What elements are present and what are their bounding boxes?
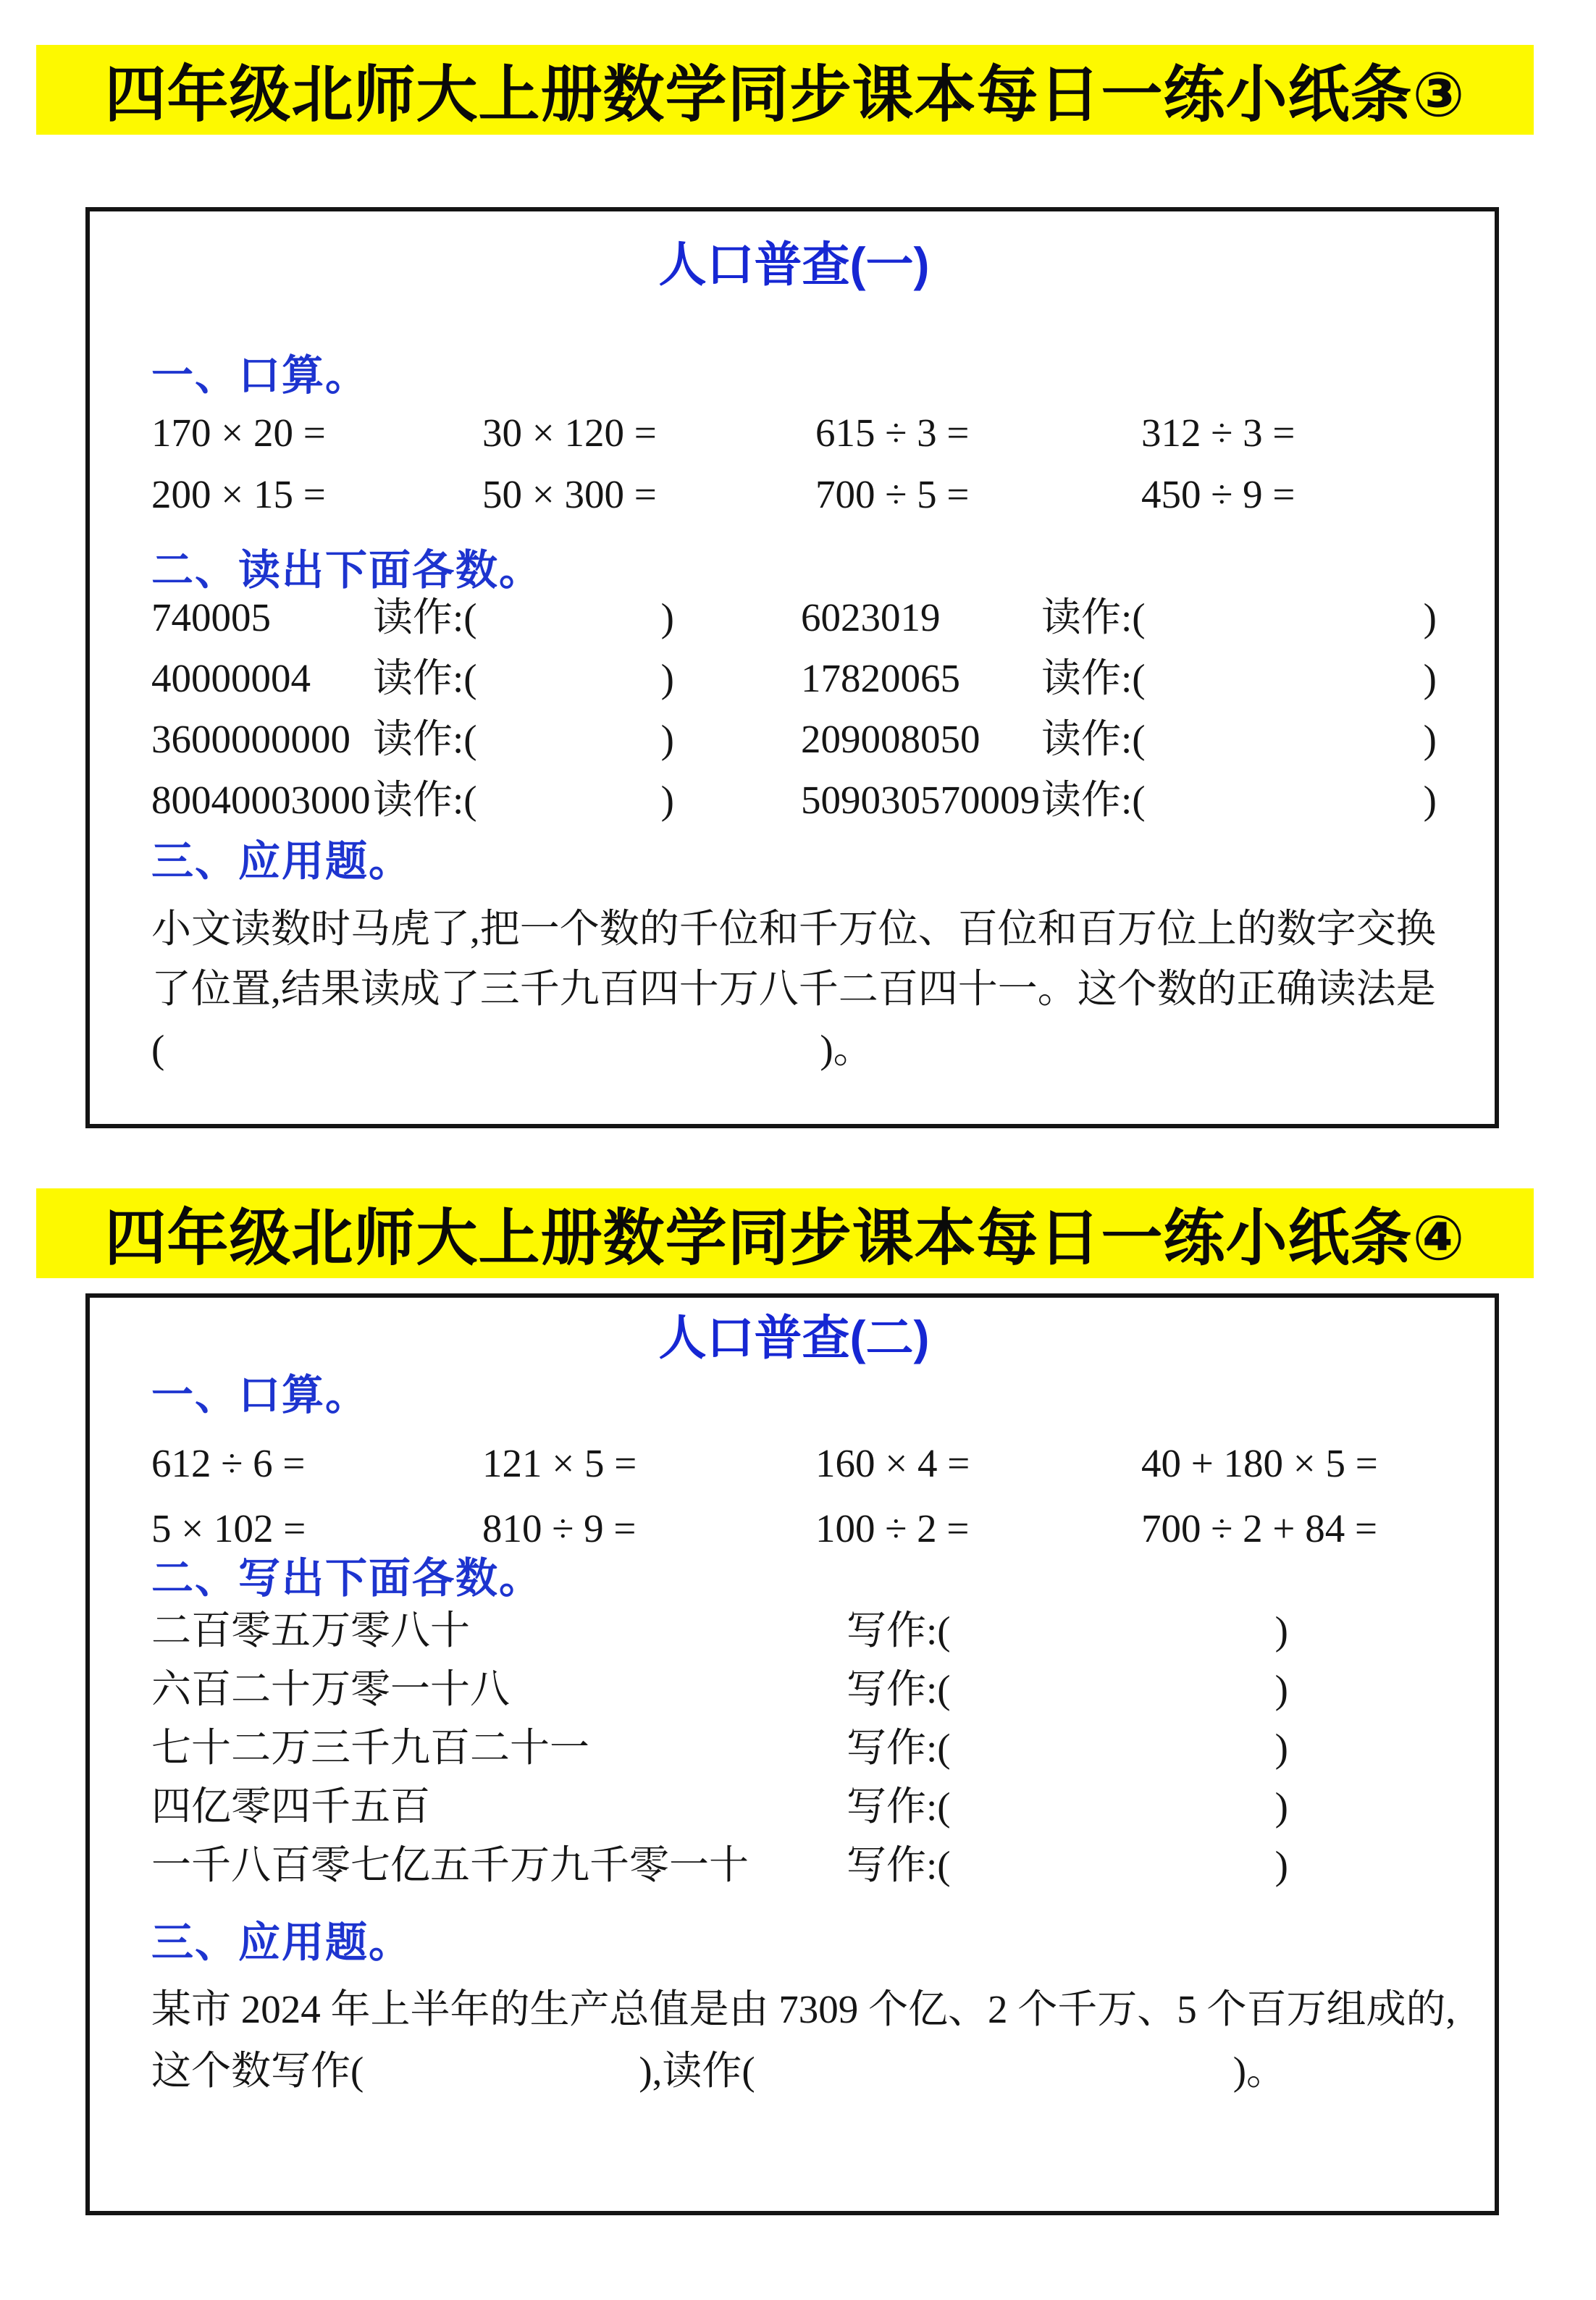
read-as-label: 读作:( — [1041, 595, 1146, 639]
oral-problem: 312 ÷ 3 = — [1141, 411, 1295, 455]
writing-row — [151, 1728, 1437, 1768]
word-problem-answer-line — [151, 1019, 1437, 1079]
answer-close-paren: )。 — [1232, 2049, 1287, 2093]
number-in-words: 二百零五万零八十 — [151, 1608, 471, 1653]
section-header-read-numbers: 二、读出下面各数。 — [151, 547, 543, 594]
number-to-read: 6023019 — [801, 595, 941, 639]
writing-row — [151, 1608, 1437, 1653]
word-problem-line: 了位置,结果读成了三千九百四十万八千二百四十一。这个数的正确读法是 — [151, 967, 1436, 1011]
read-as-label: 读作:( — [373, 717, 477, 761]
oral-problem: 810 ÷ 9 = — [482, 1506, 637, 1550]
worksheet-title: 人口普查(二) — [658, 1311, 930, 1364]
banner-title: 四年级北师大上册数学同步课本每日一练小纸条③ — [104, 61, 1466, 130]
oral-problem: 160 × 4 = — [815, 1441, 970, 1485]
answer-close-paren: ) — [1274, 1667, 1288, 1711]
number-to-read: 740005 — [151, 595, 271, 639]
write-as-label: 写作:( — [847, 1667, 951, 1711]
answer-close-paren: )。 — [820, 1027, 873, 1071]
write-as-label: 写作:( — [847, 1608, 951, 1653]
section-header-word-problem: 三、应用题。 — [151, 838, 413, 885]
reading-item — [801, 597, 1437, 638]
reading-item — [801, 780, 1437, 820]
word-problem-line: 小文读数时马虎了,把一个数的千位和千万位、百位和百万位上的数字交换 — [151, 907, 1436, 951]
answer-write-open: 这个数写作( — [151, 2049, 364, 2093]
number-in-words: 六百二十万零一十八 — [151, 1667, 511, 1711]
read-as-label: 读作:( — [373, 656, 477, 700]
oral-problem: 50 × 300 = — [482, 472, 657, 516]
reading-row — [151, 658, 1437, 699]
reading-item — [151, 658, 801, 699]
reading-item — [801, 719, 1437, 760]
oral-problem: 612 ÷ 6 = — [151, 1441, 306, 1485]
worksheet-card-1 — [85, 207, 1499, 1128]
oral-problem: 615 ÷ 3 = — [815, 411, 970, 455]
read-as-label: 读作:( — [373, 595, 477, 639]
number-to-read: 3600000000 — [151, 717, 350, 761]
read-as-label: 读作:( — [1041, 656, 1146, 700]
section-header-write-numbers: 二、写出下面各数。 — [151, 1555, 543, 1602]
section-header-word-problem: 三、应用题。 — [151, 1919, 413, 1966]
number-to-read: 209008050 — [801, 717, 980, 761]
number-in-words: 四亿零四千五百 — [151, 1784, 431, 1829]
oral-problem: 30 × 120 = — [482, 411, 657, 455]
answer-close-paren: ) — [1423, 717, 1437, 761]
reading-row — [151, 780, 1437, 820]
number-in-words: 七十二万三千九百二十一 — [151, 1726, 590, 1770]
section-header-oral-math: 一、口算。 — [151, 352, 369, 399]
answer-read-open: ),读作( — [639, 2049, 755, 2093]
write-as-label: 写作:( — [847, 1784, 951, 1829]
writing-row — [151, 1784, 1437, 1829]
reading-item — [151, 780, 801, 820]
reading-row — [151, 719, 1437, 760]
number-to-read: 509030570009 — [801, 778, 1040, 822]
banner-title: 四年级北师大上册数学同步课本每日一练小纸条④ — [104, 1204, 1466, 1273]
write-as-label: 写作:( — [847, 1726, 951, 1770]
answer-close-paren: ) — [660, 717, 674, 761]
oral-math-grid — [151, 413, 1437, 515]
number-to-read: 17820065 — [801, 656, 960, 700]
oral-problem: 100 ÷ 2 = — [815, 1506, 970, 1550]
oral-problem: 170 × 20 = — [151, 411, 326, 455]
answer-close-paren: ) — [660, 656, 674, 700]
worksheet-banner-3 — [36, 45, 1534, 135]
answer-close-paren: ) — [660, 595, 674, 639]
writing-row — [151, 1845, 1437, 1886]
oral-problem: 5 × 102 = — [151, 1506, 306, 1550]
reading-item — [151, 719, 801, 760]
worksheet-card-2 — [85, 1293, 1499, 2215]
number-to-read: 40000004 — [151, 656, 311, 700]
worksheet-banner-4 — [36, 1188, 1534, 1278]
reading-row — [151, 597, 1437, 638]
read-as-label: 读作:( — [1041, 778, 1146, 822]
oral-problem: 700 ÷ 5 = — [815, 472, 970, 516]
answer-close-paren: ) — [1274, 1843, 1288, 1887]
answer-close-paren: ) — [1423, 656, 1437, 700]
oral-math-grid — [151, 1443, 1437, 1549]
oral-problem: 700 ÷ 2 + 84 = — [1141, 1506, 1377, 1550]
answer-close-paren: ) — [1274, 1608, 1288, 1653]
number-to-read: 80040003000 — [151, 778, 371, 822]
word-problem-line: 某市 2024 年上半年的生产总值是由 7309 个亿、2 个千万、5 个百万组成的, — [151, 1987, 1456, 2031]
read-as-label: 读作:( — [373, 778, 477, 822]
writing-row — [151, 1669, 1437, 1710]
oral-problem: 121 × 5 = — [482, 1441, 637, 1485]
oral-problem: 200 × 15 = — [151, 472, 326, 516]
oral-problem: 450 ÷ 9 = — [1141, 472, 1295, 516]
word-problem-answer-line — [151, 2040, 1437, 2102]
reading-item — [151, 597, 801, 638]
answer-close-paren: ) — [1423, 778, 1437, 822]
answer-close-paren: ) — [1423, 595, 1437, 639]
write-as-label: 写作:( — [847, 1843, 951, 1887]
oral-problem: 40 + 180 × 5 = — [1141, 1441, 1378, 1485]
answer-open-paren: ( — [151, 1027, 165, 1071]
read-as-label: 读作:( — [1041, 717, 1146, 761]
answer-close-paren: ) — [660, 778, 674, 822]
number-in-words: 一千八百零七亿五千万九千零一十 — [151, 1843, 749, 1887]
reading-item — [801, 658, 1437, 699]
worksheet-title: 人口普查(一) — [658, 238, 930, 291]
answer-close-paren: ) — [1274, 1726, 1288, 1770]
section-header-oral-math: 一、口算。 — [151, 1372, 369, 1419]
answer-close-paren: ) — [1274, 1784, 1288, 1829]
